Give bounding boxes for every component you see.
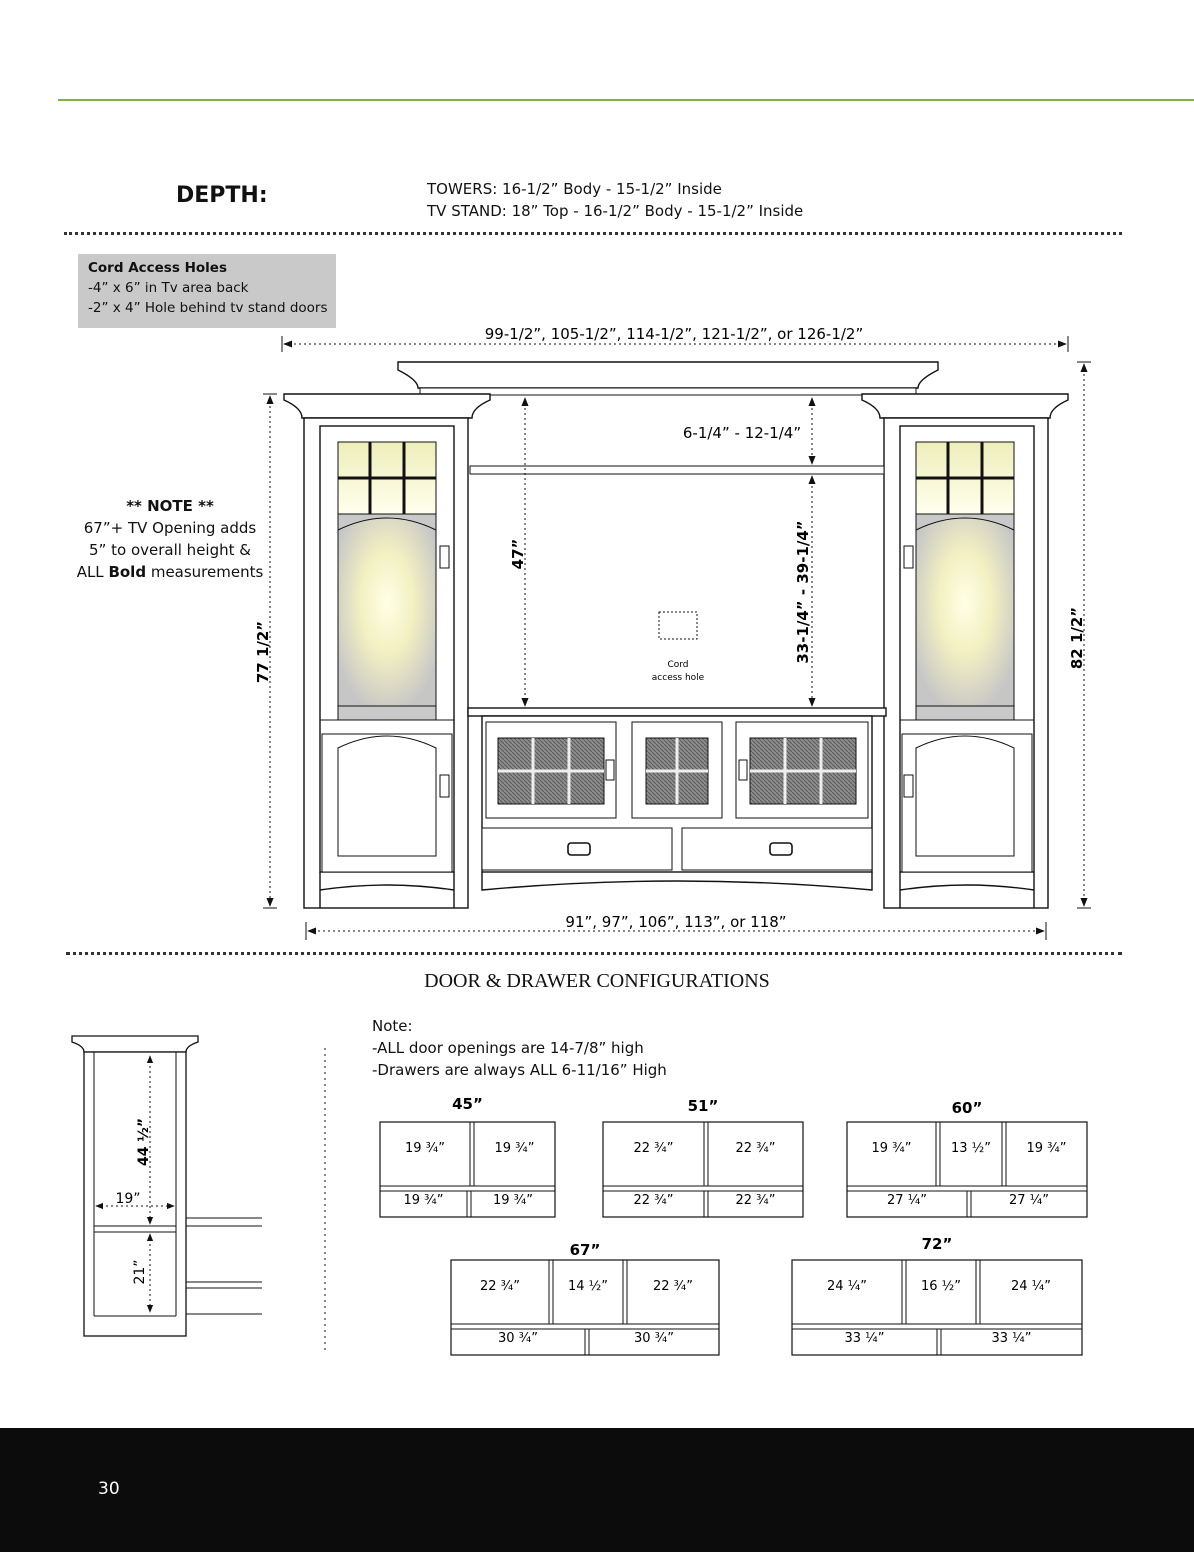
note-heading: ** NOTE ** — [126, 497, 214, 515]
overall-width-label: 99-1/2”, 105-1/2”, 114-1/2”, 121-1/2”, or 126-1/2” — [484, 325, 864, 343]
door-width-label: 13 ½” — [950, 1141, 992, 1156]
drawer-width-label: 22 ¾” — [735, 1193, 776, 1208]
note-line1: 67”+ TV Opening adds — [83, 519, 257, 537]
door-width-label: 24 ¼” — [826, 1279, 868, 1294]
divider-middle — [66, 952, 1122, 955]
config-grid — [380, 1095, 1087, 1355]
door-width-label: 19 ¾” — [494, 1141, 535, 1156]
note-line3-bold: Bold — [108, 563, 147, 581]
config-note-line1: -ALL door openings are 14-7/8” high — [372, 1039, 644, 1057]
door-width-label: 16 ½” — [920, 1279, 962, 1294]
note-line3-post: measurements — [146, 563, 264, 581]
cord-access-hole — [659, 612, 697, 639]
drawer-width-label: 33 ¼” — [991, 1331, 1032, 1346]
drawer-width-label: 30 ¾” — [497, 1331, 539, 1346]
configuration-drawings — [0, 1020, 1194, 1420]
footer-bar — [0, 1428, 1194, 1552]
drawer-width-label: 30 ¾” — [633, 1331, 675, 1346]
cord-hole-label1: Cord — [667, 660, 689, 670]
shelf-gap-label: 6-1/4” - 12-1/4” — [682, 424, 802, 442]
drawer-width-label: 22 ¾” — [633, 1193, 674, 1208]
cord-access-line2: -2” x 4” Hole behind tv stand doors — [88, 300, 328, 316]
drawer-width-label: 33 ¼” — [844, 1331, 885, 1346]
config-label: 60” — [951, 1099, 983, 1117]
base-width-label: 91”, 97”, 106”, 113”, or 118” — [565, 913, 787, 931]
side-profile — [72, 1036, 262, 1336]
floating-shelf — [470, 466, 884, 474]
depth-tv-stand: TV STAND: 18” Top - 16-1/2” Body - 15-1/2” Inside — [427, 202, 804, 220]
config-label: 51” — [687, 1097, 719, 1115]
overall-height-label: 82 1/2” — [1068, 606, 1086, 670]
tv-stand — [468, 708, 886, 890]
page-number: 30 — [98, 1479, 120, 1499]
opening-height-label: 47” — [509, 538, 527, 570]
section-title — [0, 970, 1194, 993]
door-width-label: 22 ¾” — [652, 1279, 694, 1294]
side-upper-label: 44 ½” — [136, 1117, 152, 1167]
door-width-label: 19 ¾” — [1026, 1141, 1067, 1156]
door-width-label: 14 ½” — [567, 1279, 609, 1294]
side-lower-label: 21” — [132, 1259, 148, 1285]
door-width-label: 19 ¾” — [404, 1141, 446, 1156]
config-note-title: Note: — [372, 1017, 413, 1035]
drawer-width-label: 19 ¾” — [492, 1193, 534, 1208]
door-width-label: 24 ¼” — [1010, 1279, 1052, 1294]
config-label: 67” — [569, 1241, 601, 1259]
cord-hole-label2: access hole — [651, 673, 705, 683]
depth-towers: TOWERS: 16-1/2” Body - 15-1/2” Inside — [427, 180, 722, 198]
drawer-width-label: 19 ¾” — [403, 1193, 444, 1208]
door-width-label: 22 ¾” — [479, 1279, 521, 1294]
cord-access-line1: -4” x 6” in Tv area back — [88, 280, 249, 296]
tv-height-label: 33-1/4” - 39-1/4” — [794, 520, 812, 664]
door-width-label: 19 ¾” — [871, 1141, 912, 1156]
note-line2: 5” to overall height & — [89, 541, 251, 559]
left-tower — [284, 394, 490, 908]
drawer-width-label: 27 ¼” — [1008, 1193, 1050, 1208]
door-width-label: 22 ¾” — [735, 1141, 776, 1156]
config-4 — [792, 1235, 1082, 1355]
tower-height-label: 77 1/2” — [254, 620, 272, 684]
config-3 — [451, 1241, 719, 1355]
config-note-line2: -Drawers are always ALL 6-11/16” High — [372, 1061, 667, 1079]
depth-title: DEPTH: — [176, 183, 268, 208]
side-depth-label: 19” — [115, 1191, 141, 1207]
center-crown-base — [420, 388, 916, 395]
config-1 — [603, 1097, 803, 1217]
door-width-label: 22 ¾” — [633, 1141, 674, 1156]
center-crown — [398, 362, 938, 388]
drawer-width-label: 27 ¼” — [886, 1193, 928, 1208]
config-0 — [380, 1095, 555, 1217]
section-title-text: DOOR & DRAWER CONFIGURATIONS — [424, 970, 770, 992]
config-2 — [847, 1099, 1087, 1217]
cord-access-title: Cord Access Holes — [88, 260, 227, 276]
note-line3-pre: ALL — [76, 563, 109, 581]
config-label: 72” — [921, 1235, 953, 1253]
right-tower — [862, 394, 1068, 908]
config-label: 45” — [452, 1095, 483, 1113]
